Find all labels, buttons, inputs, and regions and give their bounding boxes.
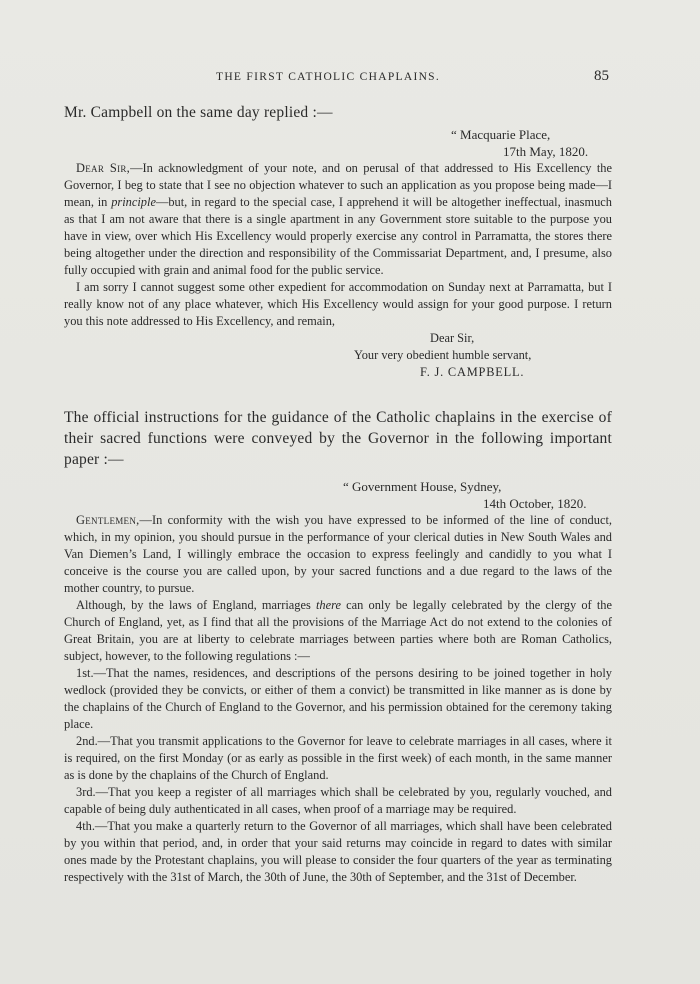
letter-2-body — [64, 512, 612, 886]
official-instructions-section — [64, 407, 612, 886]
letter-2-place: “ Government House, Sydney, — [343, 479, 502, 494]
regulation-1: 1st.—That the names, residences, and descriptions of the persons desiring to be joined together in holy wedlock (provided they be convicts, or either of them a convict) be transmitted in like manner as is done by the chaplains of the Church of England to the Governor, and his permission obtained for the ceremony taking place. — [64, 666, 612, 731]
letter-1-paragraph-1 — [64, 160, 612, 279]
letter-2-paragraph-1 — [64, 512, 612, 597]
letter-1-signature: F. J. CAMPBELL. — [420, 365, 525, 379]
letter-2-dateline — [343, 478, 612, 512]
letter-1-p1-part-b: —but, in regard to the special case, I apprehend it will be altogether ineffectual, inasmuch as that I am not aware that there is a single apartment in any Government store suitable to the purpose you have in view, over which His Excellency would properly exercise any control in Parramatta, the stores there being altogether under the direction and responsibility of the Commissariat Department, and, I presume, also fully occupied with grain and animal food for the public service. — [64, 195, 613, 277]
letter-2-p2-part-b: can only be legally celebrated by the clergy of the Church of England, yet, as I find that all the provisions of the Marriage Act do not extend to the colonies of Great Britain, you are at liberty to celebrate marriages between parties where both are Roman Catholics, subject, however, to the following regulations :— — [64, 598, 612, 663]
letter-1-salutation: Dear Sir, — [76, 161, 131, 175]
regulation-2: 2nd.—That you transmit applications to the Governor for leave to celebrate marriages in all cases, where it is required, on the first Monday (or as early as possible in the first week) of each month, in the same manner as is done by the chaplains of the Church of England. — [64, 734, 612, 782]
letter-1-p1-emphasis: principle — [111, 195, 156, 209]
letter-2-p1-text: —In conformity with the wish you have expressed to be informed of the line of conduct, which, in my opinion, you should pursue in the performance of your clerical duties in New South Wales and Van Diemen’s Land, I willingly embrace the occasion to express feelingly and candidly to you what I conceive is the course you are called upon, by your sacred functions and a due regard to the laws of the mother country, to pursue. — [64, 513, 612, 595]
letter-1-p1-part-a: —In acknowledgment of your note, and on perusal of that addressed to His Excellency the Governor, I beg to state that I see no objection whatever to such an application as you propose being made—I mean, in — [64, 161, 612, 209]
letter-2-p2-part-a: Although, by the laws of England, marriages — [76, 598, 316, 612]
letter-1-closing-phrase: Your very obedient humble servant, — [354, 348, 532, 362]
campbell-reply-section — [64, 102, 612, 381]
letter-1-closing — [64, 330, 612, 381]
letter-2-paragraph-2 — [64, 597, 612, 665]
letter-2-salutation: Gentlemen, — [76, 513, 140, 527]
letter-1-dateline — [451, 126, 612, 160]
letter-1-paragraph-2: I am sorry I cannot suggest some other expedient for accommodation on Sunday next at Parramatta, but I really know not of any place whatever, which His Excellency would assign for your good purpose. I return you this note addressed to His Excellency, and remain, — [64, 280, 612, 328]
letter-1-body — [64, 160, 612, 330]
page-header — [0, 68, 700, 88]
letter-2-date: 14th October, 1820. — [483, 496, 587, 511]
campbell-intro: Mr. Campbell on the same day replied :— — [64, 104, 333, 121]
regulation-4: 4th.—That you make a quarterly return to the Governor of all marriages, which shall have been celebrated by you within that period, and, in order that your said returns may coincide in regard to dates with similar ones made by the Protestant chaplains, you will please to consider the four quarters of the year as terminating respectively with the 31st of March, the 30th of June, the 30th of September, and the 31st of December. — [64, 819, 612, 884]
page-content — [64, 102, 612, 886]
page-number: 85 — [594, 68, 609, 84]
running-title: THE FIRST CATHOLIC CHAPLAINS. — [216, 71, 441, 83]
letter-1-closing-salutation: Dear Sir, — [430, 331, 475, 345]
regulation-3: 3rd.—That you keep a register of all marriages which shall be celebrated by you, regularly vouched, and capable of being duly authenticated in all cases, when proof of a marriage may be required. — [64, 785, 612, 816]
letter-1-date: 17th May, 1820. — [503, 144, 589, 159]
letter-2-p2-emphasis: there — [315, 598, 341, 612]
letter-1-place: “ Macquarie Place, — [451, 127, 551, 142]
instructions-intro: The official instructions for the guidance of the Catholic chaplains in the exercise of their sacred functions were conveyed by the Governor in the following important paper :— — [64, 409, 612, 468]
